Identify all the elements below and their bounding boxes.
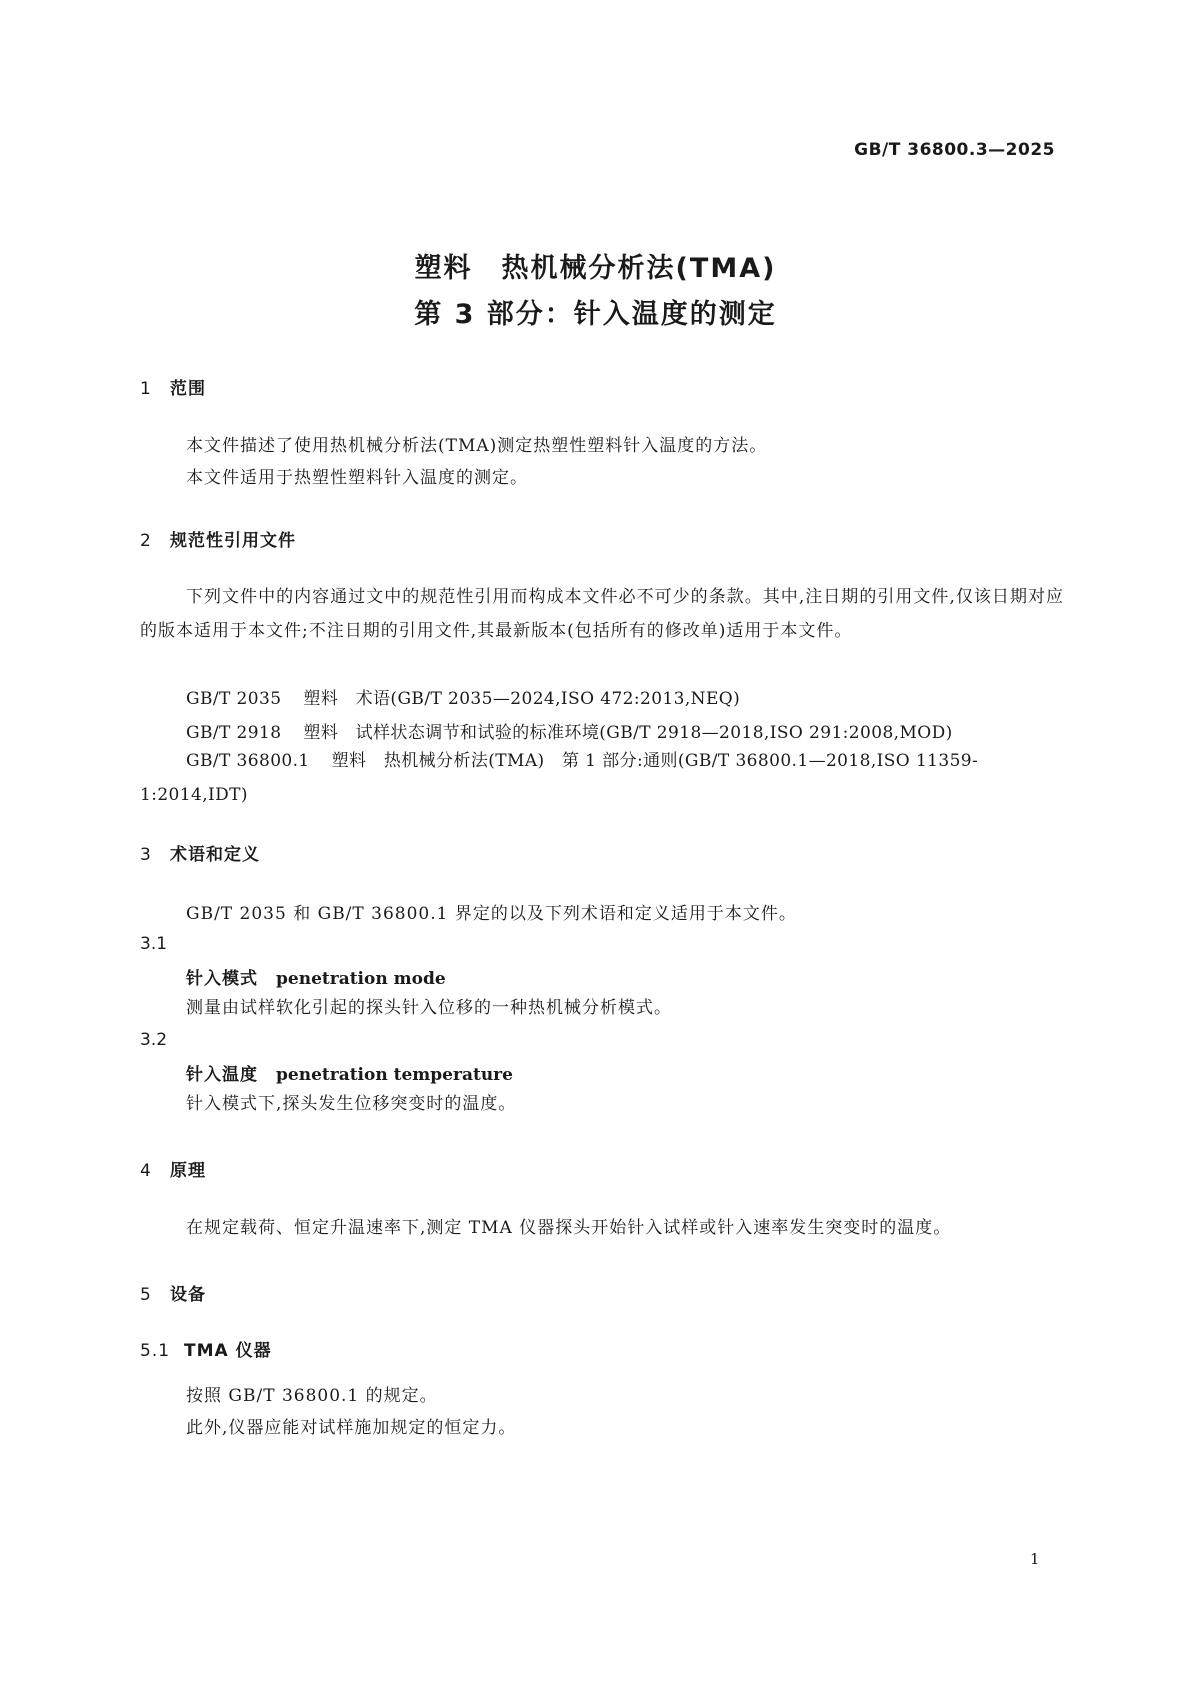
section-title: 范围 (170, 379, 206, 399)
section-2-heading (140, 526, 296, 551)
section-number: 4 (140, 1161, 152, 1181)
reference-item (186, 718, 953, 743)
scope-paragraph-1: 本文件描述了使用热机械分析法(TMA)测定热塑性塑料针入温度的方法。 (186, 436, 768, 456)
section-title: 术语和定义 (170, 845, 260, 865)
section-5-heading (140, 1280, 206, 1305)
section-title: 规范性引用文件 (170, 531, 296, 551)
section-title: 原理 (170, 1161, 206, 1181)
standard-code: GB/T 36800.3—2025 (854, 140, 1055, 160)
document-subtitle: 第 3 部分：针入温度的测定 (414, 299, 777, 330)
terms-intro: GB/T 2035 和 GB/T 36800.1 界定的以及下列术语和定义适用于本文件。 (186, 904, 797, 924)
term-english: penetration temperature (276, 1065, 513, 1085)
term-definition: 测量由试样软化引起的探头针入位移的一种热机械分析模式。 (186, 998, 672, 1018)
document-title: 塑料 热机械分析法(TMA) (414, 253, 777, 284)
reference-item (186, 684, 740, 709)
section-number: 3 (140, 845, 152, 865)
term-heading (186, 1060, 513, 1085)
term-english: penetration mode (276, 969, 446, 989)
section-1-heading (140, 374, 206, 399)
principle-paragraph: 在规定载荷、恒定升温速率下,测定 TMA 仪器探头开始针入试样或针入速率发生突变时的温度。 (186, 1218, 952, 1238)
reference-title: 塑料 热机械分析法(TMA) 第 1 部分:通则(GB/T 36800.1—2018,ISO 11359-1:2014,IDT) (140, 751, 979, 805)
term-definition: 针入模式下,探头发生位移突变时的温度。 (186, 1094, 517, 1114)
term-number: 3.1 (140, 934, 168, 954)
normative-references-intro: 下列文件中的内容通过文中的规范性引用而构成本文件必不可少的条款。其中,注日期的引用文件,仅该日期对应的版本适用于本文件;不注日期的引用文件,其最新版本(包括所有的修改单)适用于本文件。 (140, 587, 1064, 641)
term-chinese: 针入温度 (186, 1065, 258, 1085)
subsection-number: 5.1 (140, 1341, 171, 1361)
equipment-paragraph-2: 此外,仪器应能对试样施加规定的恒定力。 (186, 1418, 517, 1438)
section-3-heading (140, 840, 260, 865)
reference-code: GB/T 2035 (186, 689, 282, 709)
section-number: 5 (140, 1285, 152, 1305)
term-heading (186, 964, 446, 989)
reference-code: GB/T 2918 (186, 723, 282, 743)
reference-title: 塑料 术语(GB/T 2035—2024,ISO 472:2013,NEQ) (303, 689, 741, 709)
page-number: 1 (1030, 1550, 1040, 1568)
section-title: 设备 (170, 1285, 206, 1305)
subsection-title: TMA 仪器 (184, 1341, 272, 1361)
equipment-paragraph-1: 按照 GB/T 36800.1 的规定。 (186, 1386, 438, 1406)
reference-item (140, 744, 1064, 812)
subsection-5-1-heading (140, 1336, 272, 1361)
section-4-heading (140, 1156, 206, 1181)
term-chinese: 针入模式 (186, 969, 258, 989)
reference-code: GB/T 36800.1 (186, 751, 310, 771)
scope-paragraph-2: 本文件适用于热塑性塑料针入温度的测定。 (186, 468, 528, 488)
term-number: 3.2 (140, 1030, 168, 1050)
section-number: 1 (140, 379, 152, 399)
reference-title: 塑料 试样状态调节和试验的标准环境(GB/T 2918—2018,ISO 291:2008,MOD) (303, 723, 953, 743)
section-number: 2 (140, 531, 152, 551)
